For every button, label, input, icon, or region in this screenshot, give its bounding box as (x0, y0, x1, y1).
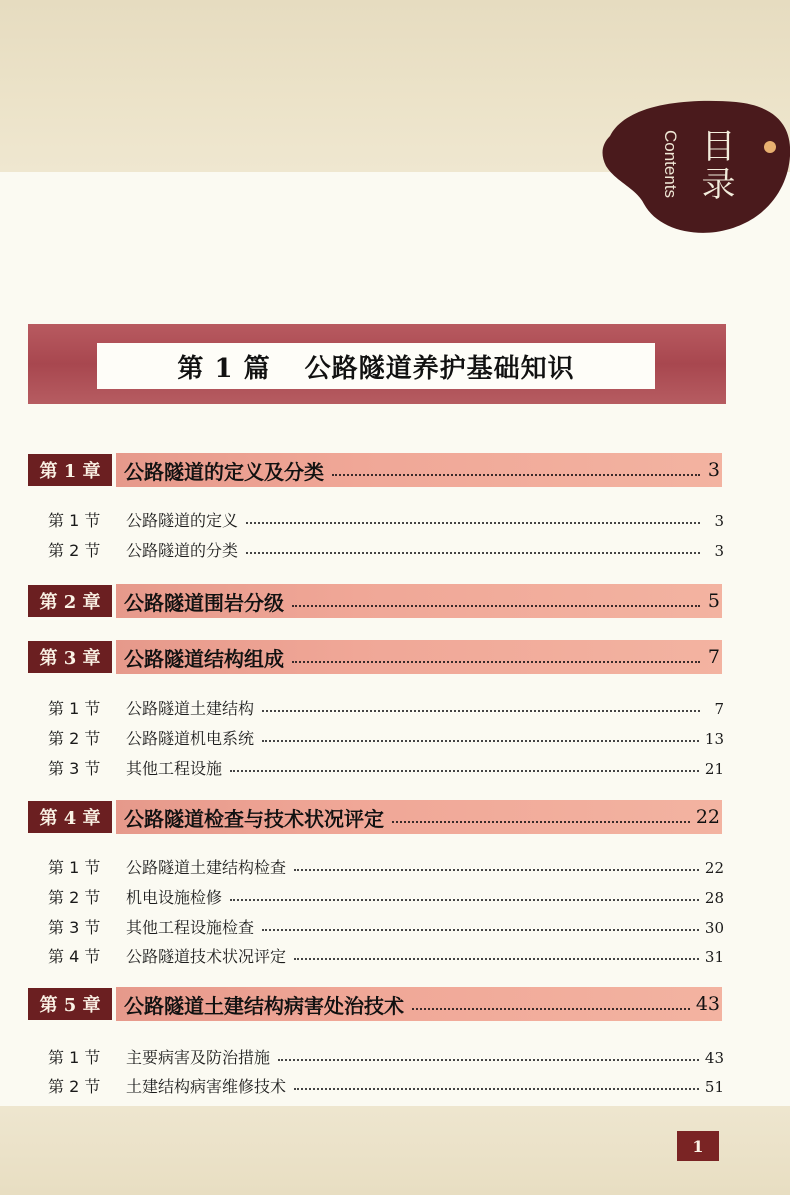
section-row[interactable] (48, 506, 724, 532)
toc-heading: 目录 (695, 128, 735, 204)
section-label: 第 3 节 (48, 758, 101, 778)
section-title: 其他工程设施 (126, 758, 223, 778)
chapter-row[interactable] (28, 800, 726, 834)
section-title: 机电设施检修 (126, 887, 223, 907)
section-row[interactable] (48, 853, 724, 879)
chapter-title: 公路隧道土建结构病害处治技术 (124, 993, 404, 1018)
dot-leader (292, 605, 700, 607)
dot-leader (294, 869, 699, 871)
section-label: 第 1 节 (48, 1047, 101, 1067)
section-label: 第 1 节 (48, 698, 101, 718)
section-title: 公路隧道的分类 (126, 540, 239, 560)
section-row[interactable] (48, 724, 724, 750)
chapter-bar (116, 584, 722, 618)
part-name: 公路隧道养护基础知识 (304, 353, 575, 384)
dot-leader (294, 1088, 699, 1090)
chapter-title: 公路隧道的定义及分类 (124, 459, 324, 484)
section-row[interactable] (48, 883, 724, 909)
dot-leader (262, 710, 700, 712)
part-title (97, 343, 655, 389)
section-title: 公路隧道机电系统 (126, 728, 255, 748)
dot-leader (278, 1059, 699, 1061)
chapter-label: 第 3 章 (28, 641, 112, 673)
dot-leader (332, 474, 700, 476)
section-page: 51 (704, 1078, 724, 1096)
chapter-page: 43 (695, 993, 720, 1015)
chapter-row[interactable] (28, 453, 726, 487)
footer-band (0, 1106, 790, 1195)
chapter-bar (116, 987, 722, 1021)
dot-leader (262, 929, 699, 931)
section-row[interactable] (48, 694, 724, 720)
section-page: 43 (704, 1049, 724, 1067)
section-title: 公路隧道土建结构检查 (126, 857, 287, 877)
chapter-title: 公路隧道结构组成 (124, 646, 284, 671)
section-page: 22 (704, 859, 724, 877)
section-label: 第 1 节 (48, 857, 101, 877)
section-row[interactable] (48, 536, 724, 562)
section-row[interactable] (48, 754, 724, 780)
chapter-label: 第 5 章 (28, 988, 112, 1020)
section-page: 28 (704, 889, 724, 907)
section-page: 30 (704, 919, 724, 937)
dot-leader (230, 770, 699, 772)
section-label: 第 3 节 (48, 917, 101, 937)
section-row[interactable] (48, 913, 724, 939)
section-label: 第 2 节 (48, 1076, 101, 1096)
dot-leader (246, 552, 700, 554)
section-label: 第 4 节 (48, 946, 101, 966)
dot-leader (412, 1008, 690, 1010)
dot-leader (262, 740, 699, 742)
section-label: 第 2 节 (48, 540, 101, 560)
dot-leader (392, 821, 690, 823)
chapter-bar (116, 800, 722, 834)
section-row[interactable] (48, 1072, 724, 1098)
dot-leader (294, 958, 699, 960)
chapter-title: 公路隧道围岩分级 (124, 590, 284, 615)
section-label: 第 2 节 (48, 887, 101, 907)
page-number: 1 (677, 1131, 719, 1161)
section-title: 主要病害及防治措施 (126, 1047, 271, 1067)
section-page: 3 (714, 512, 724, 530)
section-page: 7 (714, 700, 724, 718)
section-page: 3 (714, 542, 724, 560)
chapter-page: 22 (695, 806, 720, 828)
chapter-title: 公路隧道检查与技术状况评定 (124, 806, 384, 831)
chapter-bar (116, 453, 722, 487)
chapter-page: 3 (707, 459, 720, 481)
chapter-label: 第 1 章 (28, 454, 112, 486)
section-label: 第 1 节 (48, 510, 101, 530)
chapter-row[interactable] (28, 640, 726, 674)
dot-icon (764, 141, 776, 153)
section-title: 其他工程设施检查 (126, 917, 255, 937)
section-title: 公路隧道技术状况评定 (126, 946, 287, 966)
section-title: 土建结构病害维修技术 (126, 1076, 287, 1096)
dot-leader (292, 661, 700, 663)
dot-leader (246, 522, 700, 524)
chapter-row[interactable] (28, 987, 726, 1021)
chapter-label: 第 4 章 (28, 801, 112, 833)
section-title: 公路隧道的定义 (126, 510, 239, 530)
chapter-label: 第 2 章 (28, 585, 112, 617)
part-label: 第 1 篇 (177, 353, 271, 384)
section-row[interactable] (48, 1043, 724, 1069)
dot-leader (230, 899, 699, 901)
section-page: 31 (704, 948, 724, 966)
chapter-page: 5 (707, 590, 720, 612)
section-label: 第 2 节 (48, 728, 101, 748)
section-page: 21 (704, 760, 724, 778)
chapter-page: 7 (707, 646, 720, 668)
section-row[interactable] (48, 942, 724, 968)
toc-subheading: Contents (661, 130, 680, 199)
chapter-row[interactable] (28, 584, 726, 618)
chapter-bar (116, 640, 722, 674)
section-page: 13 (704, 730, 724, 748)
section-title: 公路隧道土建结构 (126, 698, 255, 718)
